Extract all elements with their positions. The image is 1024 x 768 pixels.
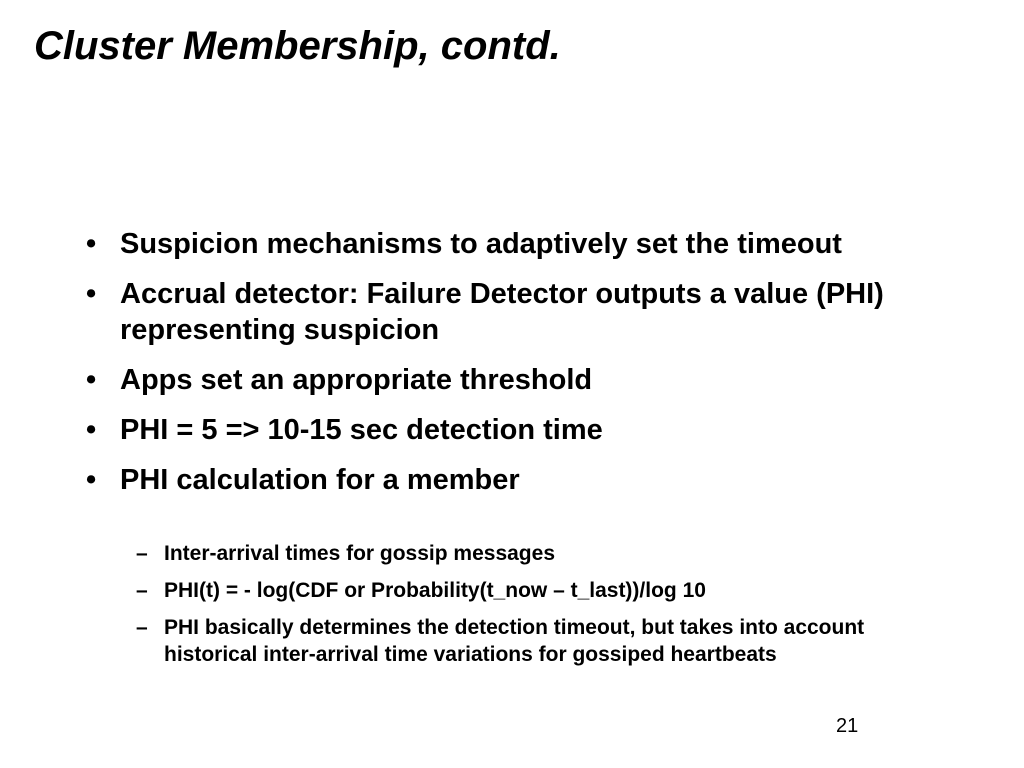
bullet-item [86, 412, 946, 448]
sub-bullet-text: PHI basically determines the detection timeout, but takes into account historical inter-arrival time variations for gossiped heartbeats [164, 616, 865, 666]
bullet-text: PHI = 5 => 10-15 sec detection time [120, 414, 603, 446]
sub-bullet-marker: – [136, 542, 148, 565]
sub-bullet-text: Inter-arrival times for gossip messages [164, 542, 555, 565]
sub-bullet-marker: – [136, 579, 148, 602]
bullet-text: Apps set an appropriate threshold [120, 364, 593, 396]
bullet-item [86, 276, 946, 348]
bullet-item [86, 362, 946, 398]
bullet-item [86, 226, 946, 262]
bullet-item [86, 462, 946, 498]
bullet-marker: • [86, 364, 97, 396]
bullet-marker: • [86, 278, 97, 310]
bullet-marker: • [86, 414, 97, 446]
sub-bullet-item [136, 614, 926, 668]
bullet-marker: • [86, 228, 97, 260]
sub-bullet-item [136, 540, 926, 567]
sub-bullet-list [136, 540, 926, 678]
bullet-text: Accrual detector: Failure Detector outputs a value (PHI) representing suspicion [120, 278, 884, 346]
sub-bullet-text: PHI(t) = - log(CDF or Probability(t_now – t_last))/log 10 [164, 579, 706, 602]
bullet-marker: • [86, 464, 97, 496]
bullet-list [86, 226, 946, 512]
sub-bullet-item [136, 577, 926, 604]
sub-bullet-marker: – [136, 616, 148, 639]
bullet-text: PHI calculation for a member [120, 464, 520, 496]
bullet-text: Suspicion mechanisms to adaptively set the timeout [120, 228, 842, 260]
slide-title: Cluster Membership, contd. [34, 24, 561, 68]
page-number: 21 [836, 715, 859, 737]
